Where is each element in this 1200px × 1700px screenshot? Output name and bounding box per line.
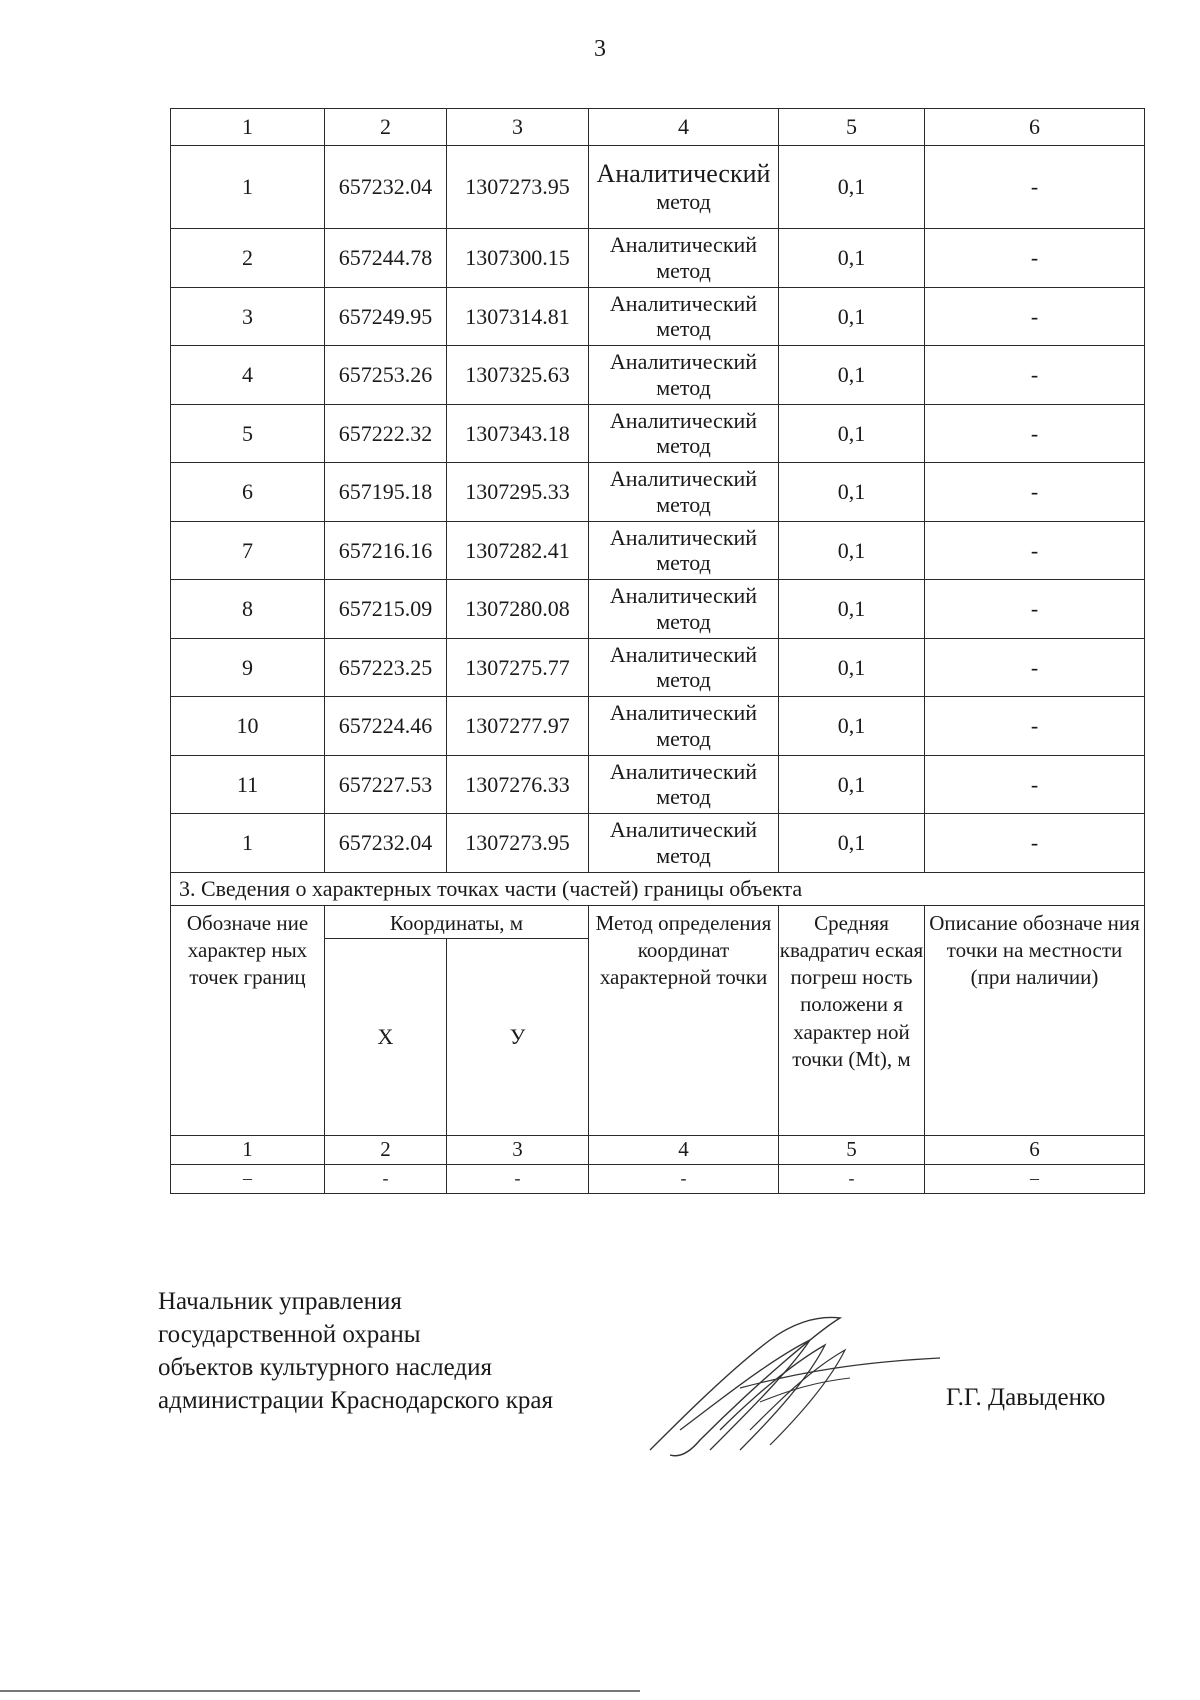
- method-cell: [589, 521, 779, 580]
- description-cell: -: [925, 404, 1145, 463]
- table-row: [171, 755, 1145, 814]
- column-number: 4: [589, 109, 779, 146]
- method-header: Метод определения координат характерной точки: [589, 905, 779, 1135]
- point-number-cell: 4: [171, 346, 325, 405]
- empty-cell: -: [589, 1164, 779, 1193]
- point-number-cell: 1: [171, 814, 325, 873]
- method-cell: [589, 463, 779, 522]
- method-line: Аналитический: [609, 817, 758, 843]
- description-cell: -: [925, 229, 1145, 288]
- position-line: Начальник управления: [158, 1288, 402, 1315]
- method-line: метод: [656, 189, 711, 215]
- x-coordinate-cell: 657253.26: [325, 346, 447, 405]
- method-line: Аналитический: [609, 524, 758, 550]
- y-coordinate-cell: 1307276.33: [447, 755, 589, 814]
- x-coordinate-cell: 657249.95: [325, 287, 447, 346]
- table-row: [171, 814, 1145, 873]
- method-line: метод: [656, 784, 711, 810]
- error-cell: 0,1: [779, 580, 925, 639]
- method-line: метод: [656, 374, 711, 400]
- y-coordinate-cell: 1307295.33: [447, 463, 589, 522]
- description-cell: -: [925, 638, 1145, 697]
- description-cell: -: [925, 146, 1145, 229]
- method-cell: [589, 755, 779, 814]
- method-cell: [589, 229, 779, 288]
- method-line: метод: [656, 550, 711, 576]
- column-number: 2: [325, 1135, 447, 1164]
- column-number-row: [171, 109, 1145, 146]
- method-line: Аналитический: [609, 758, 758, 784]
- x-coordinate-cell: 657232.04: [325, 814, 447, 873]
- column-number: 6: [925, 1135, 1145, 1164]
- point-number-cell: 10: [171, 697, 325, 756]
- error-cell: 0,1: [779, 346, 925, 405]
- y-coordinate-cell: 1307280.08: [447, 580, 589, 639]
- x-coordinate-cell: 657227.53: [325, 755, 447, 814]
- description-cell: -: [925, 521, 1145, 580]
- error-cell: 0,1: [779, 229, 925, 288]
- description-cell: -: [925, 755, 1145, 814]
- section-title: 3. Сведения о характерных точках части (частей) границы объекта: [171, 872, 1145, 905]
- method-line: Аналитический: [609, 583, 758, 609]
- method-cell: [589, 638, 779, 697]
- method-cell: [589, 146, 779, 229]
- position-line: объектов культурного наследия: [158, 1354, 492, 1381]
- point-number-cell: 3: [171, 287, 325, 346]
- description-cell: -: [925, 287, 1145, 346]
- y-coordinate-cell: 1307275.77: [447, 638, 589, 697]
- x-coordinate-cell: 657195.18: [325, 463, 447, 522]
- x-coordinate-cell: 657224.46: [325, 697, 447, 756]
- point-number-cell: 1: [171, 146, 325, 229]
- table-row: [171, 229, 1145, 288]
- x-coordinate-cell: 657222.32: [325, 404, 447, 463]
- description-header: Описание обозначе ния точки на местности (при наличии): [925, 905, 1145, 1135]
- table-row: [171, 146, 1145, 229]
- point-number-cell: 7: [171, 521, 325, 580]
- column-number: 6: [925, 109, 1145, 146]
- method-line: Аналитический: [609, 641, 758, 667]
- table-row: [171, 580, 1145, 639]
- x-header: Х: [325, 938, 447, 1135]
- point-number-cell: 8: [171, 580, 325, 639]
- y-coordinate-cell: 1307300.15: [447, 229, 589, 288]
- description-cell: -: [925, 463, 1145, 522]
- method-line: Аналитический: [596, 159, 771, 189]
- empty-row: [171, 1164, 1145, 1193]
- table-row: [171, 638, 1145, 697]
- signer-name: Г.Г. Давыденко: [946, 1384, 1106, 1411]
- method-cell: [589, 287, 779, 346]
- handwritten-signature: [640, 1310, 960, 1460]
- method-line: метод: [656, 257, 711, 283]
- error-cell: 0,1: [779, 521, 925, 580]
- column-number: 1: [171, 1135, 325, 1164]
- method-line: Аналитический: [609, 232, 758, 258]
- column-number: 5: [779, 109, 925, 146]
- error-cell: 0,1: [779, 404, 925, 463]
- error-cell: 0,1: [779, 755, 925, 814]
- method-line: метод: [656, 842, 711, 868]
- method-line: Аналитический: [609, 466, 758, 492]
- signatory-position: [158, 1285, 553, 1417]
- description-cell: -: [925, 814, 1145, 873]
- x-coordinate-cell: 657215.09: [325, 580, 447, 639]
- x-coordinate-cell: 657244.78: [325, 229, 447, 288]
- method-line: Аналитический: [609, 349, 758, 375]
- boundary-points-table: [170, 108, 1145, 1194]
- error-cell: 0,1: [779, 697, 925, 756]
- empty-cell: –: [171, 1164, 325, 1193]
- method-cell: [589, 814, 779, 873]
- method-line: метод: [656, 608, 711, 634]
- description-cell: -: [925, 697, 1145, 756]
- point-number-cell: 2: [171, 229, 325, 288]
- y-coordinate-cell: 1307343.18: [447, 404, 589, 463]
- description-cell: -: [925, 346, 1145, 405]
- method-line: метод: [656, 316, 711, 342]
- table-row: [171, 697, 1145, 756]
- error-header: Средняя квадратич еская погреш ность положени я характер ной точки (Mt), м: [779, 905, 925, 1135]
- column-number: 4: [589, 1135, 779, 1164]
- method-line: Аналитический: [609, 407, 758, 433]
- method-cell: [589, 404, 779, 463]
- column-number: 3: [447, 1135, 589, 1164]
- method-line: метод: [656, 725, 711, 751]
- y-coordinate-cell: 1307282.41: [447, 521, 589, 580]
- column-number: 5: [779, 1135, 925, 1164]
- column-number-row: [171, 1135, 1145, 1164]
- method-cell: [589, 346, 779, 405]
- error-cell: 0,1: [779, 146, 925, 229]
- description-cell: -: [925, 580, 1145, 639]
- column-number: 1: [171, 109, 325, 146]
- error-cell: 0,1: [779, 638, 925, 697]
- point-number-cell: 9: [171, 638, 325, 697]
- table-row: [171, 463, 1145, 522]
- method-line: метод: [656, 433, 711, 459]
- column-number: 2: [325, 109, 447, 146]
- point-number-cell: 11: [171, 755, 325, 814]
- empty-cell: -: [447, 1164, 589, 1193]
- position-line: государственной охраны: [158, 1321, 421, 1348]
- y-coordinate-cell: 1307325.63: [447, 346, 589, 405]
- method-cell: [589, 697, 779, 756]
- table-row: [171, 404, 1145, 463]
- scan-edge-line: [0, 1690, 640, 1692]
- method-cell: [589, 580, 779, 639]
- error-cell: 0,1: [779, 287, 925, 346]
- method-line: метод: [656, 491, 711, 517]
- method-line: метод: [656, 667, 711, 693]
- page-number: 3: [594, 36, 606, 62]
- y-coordinate-cell: 1307273.95: [447, 146, 589, 229]
- x-coordinate-cell: 657232.04: [325, 146, 447, 229]
- y-header: У: [447, 938, 589, 1135]
- y-coordinate-cell: 1307314.81: [447, 287, 589, 346]
- column-header-row: [171, 905, 1145, 938]
- y-coordinate-cell: 1307273.95: [447, 814, 589, 873]
- coordinates-header: Координаты, м: [325, 905, 589, 938]
- method-line: Аналитический: [609, 290, 758, 316]
- table-row: [171, 287, 1145, 346]
- table-row: [171, 346, 1145, 405]
- method-line: Аналитический: [609, 700, 758, 726]
- point-number-cell: 5: [171, 404, 325, 463]
- x-coordinate-cell: 657223.25: [325, 638, 447, 697]
- y-coordinate-cell: 1307277.97: [447, 697, 589, 756]
- error-cell: 0,1: [779, 463, 925, 522]
- empty-cell: -: [325, 1164, 447, 1193]
- designation-header: Обозначе ние характер ных точек границ: [171, 905, 325, 1135]
- error-cell: 0,1: [779, 814, 925, 873]
- empty-cell: –: [925, 1164, 1145, 1193]
- position-line: администрации Краснодарского края: [158, 1387, 554, 1414]
- table-row: [171, 521, 1145, 580]
- x-coordinate-cell: 657216.16: [325, 521, 447, 580]
- empty-cell: -: [779, 1164, 925, 1193]
- point-number-cell: 6: [171, 463, 325, 522]
- section-title-row: [171, 872, 1145, 905]
- column-number: 3: [447, 109, 589, 146]
